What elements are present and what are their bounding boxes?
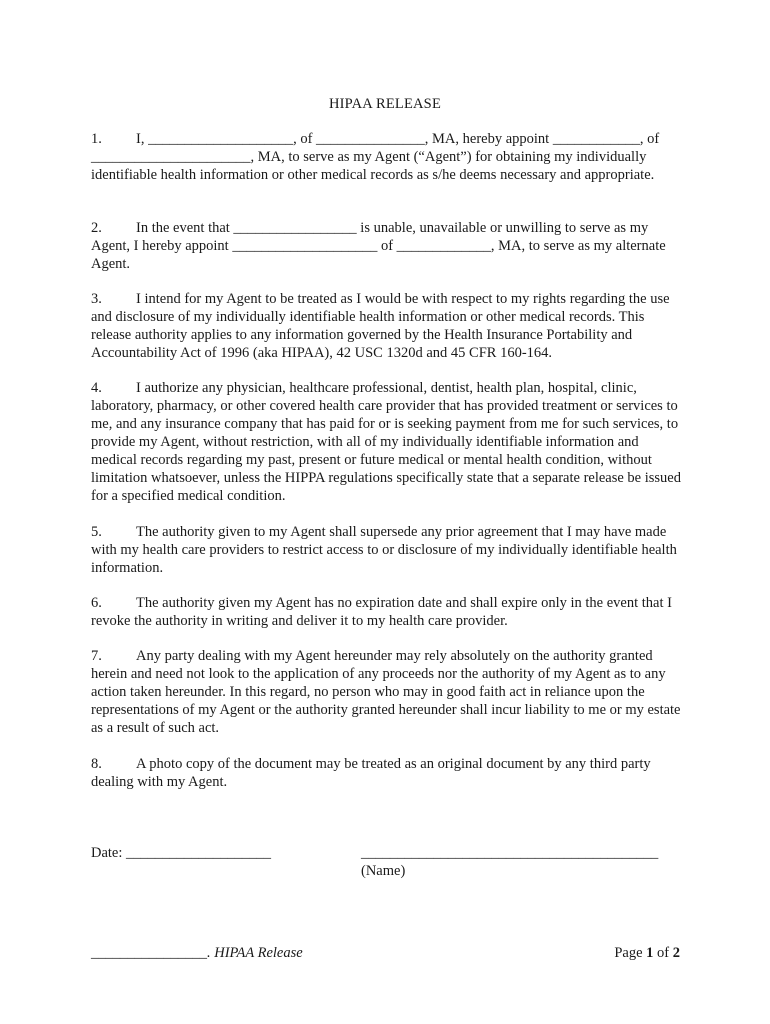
paragraph-text: A photo copy of the document may be treated as an original document by any third party dealing with my Agent. — [91, 756, 651, 790]
paragraph-4 — [91, 379, 681, 505]
paragraph-text: Any party dealing with my Agent hereunder may rely absolutely on the authority granted herein and need not look to the application of any proceeds nor the authority of my Agent as to any action taken hereunder. In this regard, no person who may in good faith act in reliance upon the representations of my Agent or the authority granted hereunder shall incur liability to me or my estate as a result of such act. — [91, 648, 681, 736]
paragraph-1 — [91, 130, 681, 184]
paragraph-number: 3. — [91, 291, 102, 307]
paragraph-2 — [91, 219, 681, 273]
paragraph-number: 2. — [91, 220, 102, 236]
paragraph-text: I, ____________________, of _______________, MA, hereby appoint ____________, of ______________________, MA, to serve as my Agent (“Agent”) for obtaining my individually identifiable health information or other medical records as s/he deems necessary and appropriate. — [91, 131, 660, 183]
paragraph-number: 8. — [91, 756, 102, 772]
page-total: 2 — [672, 945, 680, 961]
document-title: HIPAA RELEASE — [328, 96, 442, 112]
date-signature-field: Date: ____________________ — [91, 845, 272, 861]
paragraph-number: 7. — [91, 648, 102, 664]
paragraph-text: The authority given my Agent has no expiration date and shall expire only in the event that I revoke the authority in writing and deliver it to my health care provider. — [91, 595, 672, 629]
footer-page-number — [614, 944, 680, 962]
paragraph-number: 4. — [91, 380, 102, 396]
paragraph-text: I authorize any physician, healthcare professional, dentist, health plan, hospital, clinic, laboratory, pharmacy, or other covered health care provider that has provided treatment or services to me, and any insurance company that has paid for or is seeking payment from me for such services, to provide my Agent, without restriction, with all of my individually identifiable information and medical records regarding my past, present or future medical or mental health condition, without limitation whatsoever, unless the HIPPA regulations specifically state that a separate release be issued for a specified medical condition. — [91, 380, 681, 504]
paragraph-number: 5. — [91, 524, 102, 540]
paragraph-number: 1. — [91, 131, 102, 147]
paragraph-7 — [91, 647, 681, 737]
name-signature-line: _________________________________________ — [361, 845, 659, 861]
page-of: of — [653, 945, 673, 961]
paragraph-5 — [91, 523, 681, 577]
paragraph-8 — [91, 755, 681, 791]
paragraph-3 — [91, 290, 681, 362]
page-current: 1 — [646, 945, 654, 961]
paragraph-text: The authority given to my Agent shall supersede any prior agreement that I may have made with my health care providers to restrict access to or disclosure of my individually identifiable health information. — [91, 524, 677, 576]
paragraph-text: In the event that _________________ is unable, unavailable or unwilling to serve as my Agent, I hereby appoint ____________________ of _____________, MA, to serve as my alternate Agent. — [91, 220, 666, 272]
paragraph-6 — [91, 594, 681, 630]
paragraph-number: 6. — [91, 595, 102, 611]
name-caption: (Name) — [361, 863, 406, 879]
page-prefix: Page — [614, 945, 647, 961]
paragraph-text: I intend for my Agent to be treated as I would be with respect to my rights regarding the use and disclosure of my individually identifiable health information or other medical records. This release authority applies to any information governed by the Health Insurance Portability and Accountability Act of 1996 (aka HIPAA), 42 USC 1320d and 45 CFR 160-164. — [91, 291, 670, 361]
footer-document-name: ________________. HIPAA Release — [91, 945, 303, 961]
